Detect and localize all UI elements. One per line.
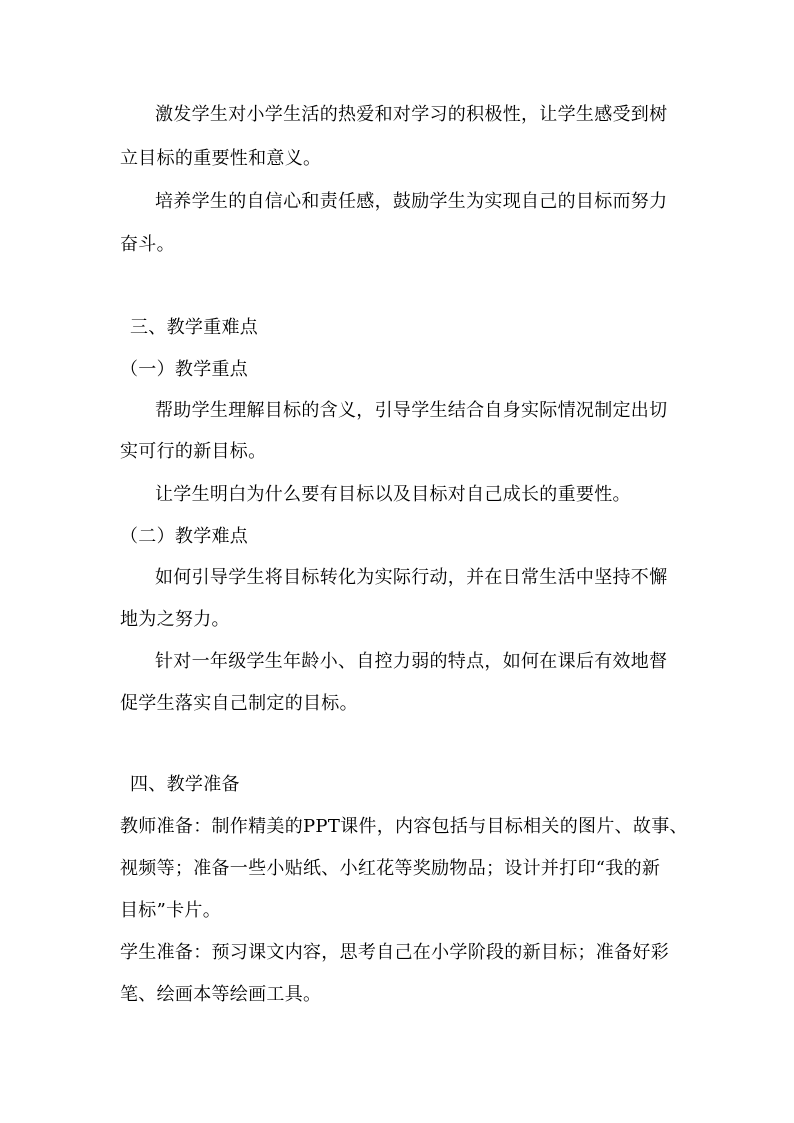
paragraph-line: 学生准备：预习课文内容，思考自己在小学阶段的新目标；准备好彩 — [120, 942, 669, 963]
section-heading: 四、教学准备 — [130, 774, 240, 795]
subsection-heading: （一）教学重点 — [120, 359, 249, 380]
section-heading: 三、教学重难点 — [130, 317, 259, 338]
paragraph-line: 教师准备：制作精美的PPT课件，内容包括与目标相关的图片、故事、 — [120, 816, 688, 837]
paragraph-line: 地为之努力。 — [120, 609, 230, 630]
paragraph-line: 激发学生对小学生活的热爱和对学习的积极性，让学生感受到树 — [155, 104, 668, 125]
paragraph-line: 笔、绘画本等绘画工具。 — [120, 984, 322, 1005]
paragraph-line: 培养学生的自信心和责任感，鼓励学生为实现自己的目标而努力 — [155, 191, 668, 212]
subsection-heading: （二）教学难点 — [120, 526, 249, 547]
paragraph-line: 如何引导学生将目标转化为实际行动，并在日常生活中坚持不懈 — [155, 567, 668, 588]
paragraph-line: 实可行的新目标。 — [120, 441, 267, 462]
paragraph-line: 帮助学生理解目标的含义，引导学生结合自身实际情况制定出切 — [155, 400, 668, 421]
paragraph-line: 促学生落实自己制定的目标。 — [120, 693, 358, 714]
paragraph-line: 针对一年级学生年龄小、自控力弱的特点，如何在课后有效地督 — [155, 651, 668, 672]
paragraph-line: 让学生明白为什么要有目标以及目标对自己成长的重要性。 — [155, 484, 631, 505]
paragraph-line: 目标”卡片。 — [120, 900, 222, 921]
paragraph-line: 奋斗。 — [120, 234, 175, 255]
paragraph-line: 视频等；准备一些小贴纸、小红花等奖励物品；设计并打印“我的新 — [120, 858, 661, 879]
paragraph-line: 立目标的重要性和意义。 — [120, 148, 322, 169]
